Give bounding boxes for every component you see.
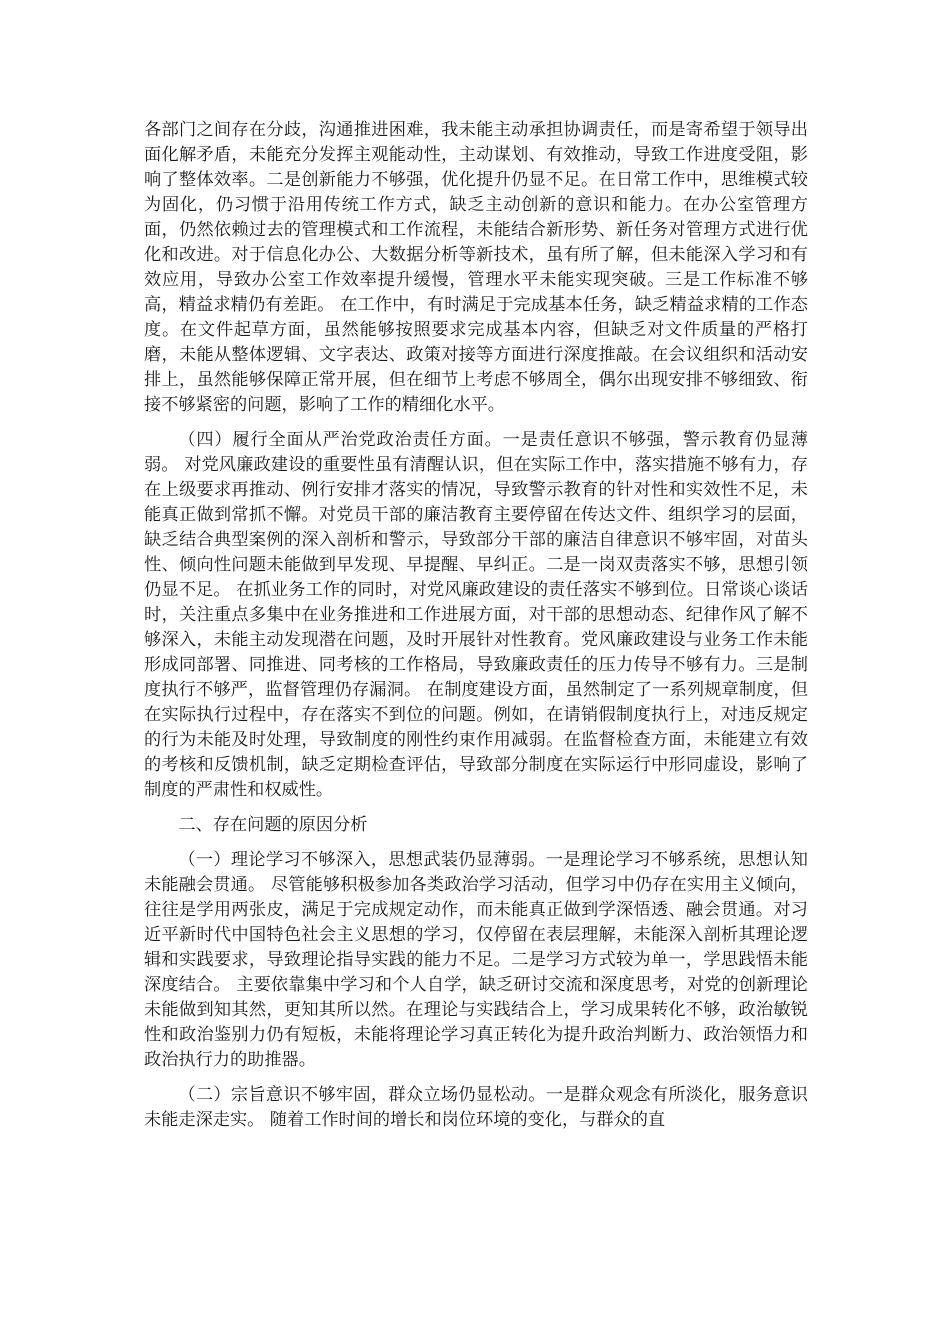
paragraph-section-four: （四）履行全面从严治党政治责任方面。一是责任意识不够强，警示教育仍显薄弱。 对党风廉政建设的重要性虽有清醒认识，但在实际工作中，落实措施不够有力，存在上级要求再推动、例行安排才落实的情况，导致警示教育的针对性和实效性不足，未能真正做到常抓不懈。对党员干部的廉洁教育主要停留在传达文件、组织学习的层面，缺乏结合典型案例的深入剖析和警示，导致部分干部的廉洁自律意识不够牢固，对苗头性、倾向性问题未能做到早发现、早提醒、早纠正。二是一岗双责落实不够，思想引领仍显不足。 在抓业务工作的同时，对党风廉政建设的责任落实不够到位。日常谈心谈话时，关注重点多集中在业务推进和工作进展方面，对干部的思想动态、纪律作风了解不够深入，未能主动发现潜在问题，及时开展针对性教育。党风廉政建设与业务工作未能形成同部署、同推进、同考核的工作格局，导致廉政责任的压力传导不够有力。三是制度执行不够严，监督管理仍存漏洞。 在制度建设方面，虽然制定了一系列规章制度，但在实际执行过程中，存在落实不到位的问题。例如，在请销假制度执行上，对违反规定的行为未能及时处理，导致制度的刚性约束作用减弱。在监督检查方面，未能建立有效的考核和反馈机制，缺乏定期检查评估，导致部分制度在实际运行中形同虚设，影响了制度的严肃性和权威性。 [144, 430, 808, 800]
paragraph-purpose-awareness: （二）宗旨意识不够牢固，群众立场仍显松动。一是群众观念有所淡化，服务意识未能走深走实。 随着工作时间的增长和岗位环境的变化，与群众的直 [144, 1085, 808, 1130]
paragraph-continuation: 各部门之间存在分歧，沟通推进困难，我未能主动承担协调责任，而是寄希望于领导出面化解矛盾，未能充分发挥主观能动性，主动谋划、有效推动，导致工作进度受阻，影响了整体效率。二是创新能力不够强，优化提升仍显不足。在日常工作中，思维模式较为固化，仍习惯于沿用传统工作方式，缺乏主动创新的意识和能力。在办公室管理方面，仍然依赖过去的管理模式和工作流程，未能结合新形势、新任务对管理方式进行优化和改进。对于信息化办公、大数据分析等新技术，虽有所了解，但未能深入学习和有效应用，导致办公室工作效率提升缓慢，管理水平未能实现突破。三是工作标准不够高，精益求精仍有差距。 在工作中，有时满足于完成基本任务，缺乏精益求精的工作态度。在文件起草方面，虽然能够按照要求完成基本内容，但缺乏对文件质量的严格打磨，未能从整体逻辑、文字表达、政策对接等方面进行深度推敲。在会议组织和活动安排上，虽然能够保障正常开展，但在细节上考虑不够周全，偶尔出现安排不够细致、衔接不够紧密的问题，影响了工作的精细化水平。 [144, 120, 808, 415]
section-heading-cause-analysis: 二、存在问题的原因分析 [178, 815, 368, 835]
document-page [144, 118, 808, 1133]
paragraph-theory-study: （一）理论学习不够深入，思想武装仍显薄弱。一是理论学习不够系统，思想认知未能融会贯通。 尽管能够积极参加各类政治学习活动，但学习中仍存在实用主义倾向，往往是学用两张皮，满足于完成规定动作，而未能真正做到学深悟透、融会贯通。对习近平新时代中国特色社会主义思想的学习，仅停留在表层理解，未能深入剖析其理论逻辑和实践要求，导致理论指导实践的能力不足。二是学习方式较为单一，学思践悟未能深度结合。 主要依靠集中学习和个人自学，缺乏研讨交流和深度思考，对党的创新理论未能做到知其然，更知其所以然。在理论与实践结合上，学习成果转化不够，政治敏锐性和政治鉴别力仍有短板，未能将理论学习真正转化为提升政治判断力、政治领悟力和政治执行力的助推器。 [144, 850, 808, 1070]
